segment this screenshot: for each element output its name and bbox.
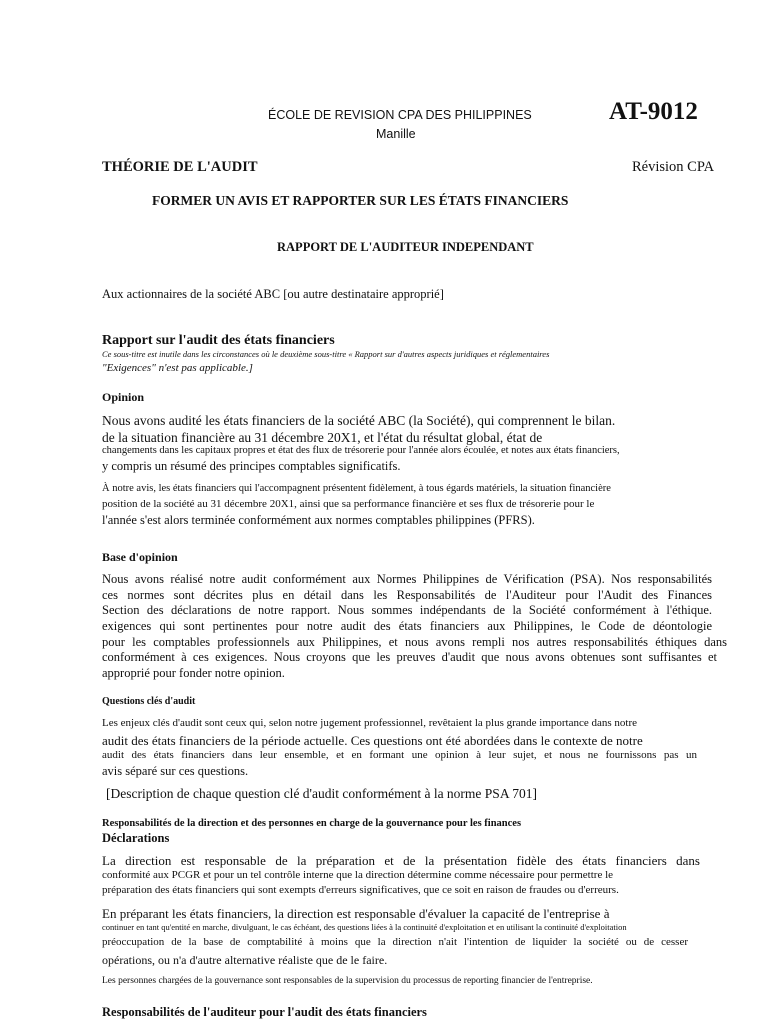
kam-line: audit des états financiers dans leur ensemble, et en formant une opinion à leur sujet, et nous ne fournissons pas un [102,749,697,761]
opinion-line: y compris un résumé des principes comptables significatifs. [102,459,401,473]
opinion-line: changements dans les capitaux propres et état des flux de trésorerie pour l'année alors écoulée, et notes aux états financiers, [102,445,620,456]
opinion-line: de la situation financière au 31 décembre 20X1, et l'état du résultat global, état de [102,430,543,445]
kam-line: audit des états financiers de la période actuelle. Ces questions ont été abordées dans le contexte de notre [102,733,643,748]
management-line: La direction est responsable de la préparation et de la présentation fidèle des états financiers dans [102,853,700,868]
basis-heading: Base d'opinion [102,550,178,564]
opinion-heading: Opinion [102,390,145,404]
opinion-conclusion-line: À notre avis, les états financiers qui l'accompagnent présentent fidèlement, à tous égards matériels, la situation financière [102,483,611,494]
audit-report-note: Ce sous-titre est inutile dans les circonstances où le deuxième sous-titre « Rapport sur d'autres aspects juridiques et réglementaires [102,349,550,359]
audit-report-heading: Rapport sur l'audit des états financiers [102,333,335,348]
kam-line: avis séparé sur ces questions. [102,764,249,778]
management-line: conformité aux PCGR et pour un tel contrôle interne que la direction détermine comme nécessaire pour permettre le [102,869,614,881]
opinion-conclusion-line: position de la société au 31 décembre 20X1, ainsi que sa performance financière et ses flux de trésorerie pour le [102,498,595,510]
basis-line: Nous avons réalisé notre audit conformément aux Normes Philippines de Vérification (PSA). Nos responsabilités [102,572,712,586]
management-line: préoccupation de la base de comptabilité à moins que la direction n'ait l'intention de liquider la société ou de cesser [102,936,688,948]
addressee: Aux actionnaires de la société ABC [ou autre destinataire approprié] [102,287,444,301]
governance-line: Les personnes chargées de la gouvernance sont responsables de la supervision du processus de reporting financier de l'entreprise. [102,976,593,986]
management-line: opérations, ou n'a d'autre alternative réaliste que de le faire. [102,953,388,967]
basis-line: approprié pour fonder notre opinion. [102,666,285,680]
auditor-heading: Responsabilités de l'auditeur pour l'audit des états financiers [102,1005,427,1019]
basis-line: exigences qui sont pertinentes pour notre audit des états financiers aux Philippines, le Code de déontologie [102,619,712,633]
school-name: ÉCOLE DE REVISION CPA DES PHILIPPINES [268,108,532,122]
basis-line: conformément à ces exigences. Nous croyons que les preuves d'audit que nous avons obtenues sont suffisantes et [102,650,717,664]
audit-report-note-2: "Exigences" n'est pas applicable.] [102,362,253,374]
school-city: Manille [376,127,416,141]
management-line: continuer en tant qu'entité en marche, divulguant, le cas échéant, des questions liées à la continuité d'exploitation et en utilisant la continuité d'exploitation [102,922,627,932]
topic-title: FORMER UN AVIS ET RAPPORTER SUR LES ÉTATS FINANCIERS [152,193,569,208]
kam-line: Les enjeux clés d'audit sont ceux qui, selon notre jugement professionnel, revêtaient la plus grande importance dans notre [102,717,638,729]
opinion-conclusion-line: l'année s'est alors terminée conformément aux normes comptables philippines (PFRS). [102,513,535,527]
kam-description: [Description de chaque question clé d'audit conformément à la norme PSA 701] [106,786,537,801]
management-line: préparation des états financiers qui sont exempts d'erreurs significatives, que ce soit en raison de fraudes ou d'erreurs. [102,884,619,896]
revision-label: Révision CPA [632,159,715,175]
document-code: AT-9012 [609,98,698,125]
subject-title: THÉORIE DE L'AUDIT [102,159,258,175]
report-title: RAPPORT DE L'AUDITEUR INDEPENDANT [277,240,534,254]
kam-heading: Questions clés d'audit [102,696,196,707]
management-line: En préparant les états financiers, la direction est responsable d'évaluer la capacité de l'entreprise à [102,906,610,921]
basis-line: Section des déclarations de notre rapport. Nous sommes indépendants de la Société conformément à l'éthique. [102,603,712,617]
management-heading: Responsabilités de la direction et des personnes en charge de la gouvernance pour les finances [102,818,522,829]
opinion-line: Nous avons audité les états financiers de la société ABC (la Société), qui comprennent le bilan. [102,413,616,428]
basis-line: pour les comptables professionnels aux Philippines, et nous avons rempli nos autres responsabilités éthiques dans [102,635,727,649]
management-heading-2: Déclarations [102,831,170,845]
basis-line: ces normes sont décrites plus en détail dans les Responsabilités de l'Auditeur pour l'Audit des Finances [102,588,712,602]
